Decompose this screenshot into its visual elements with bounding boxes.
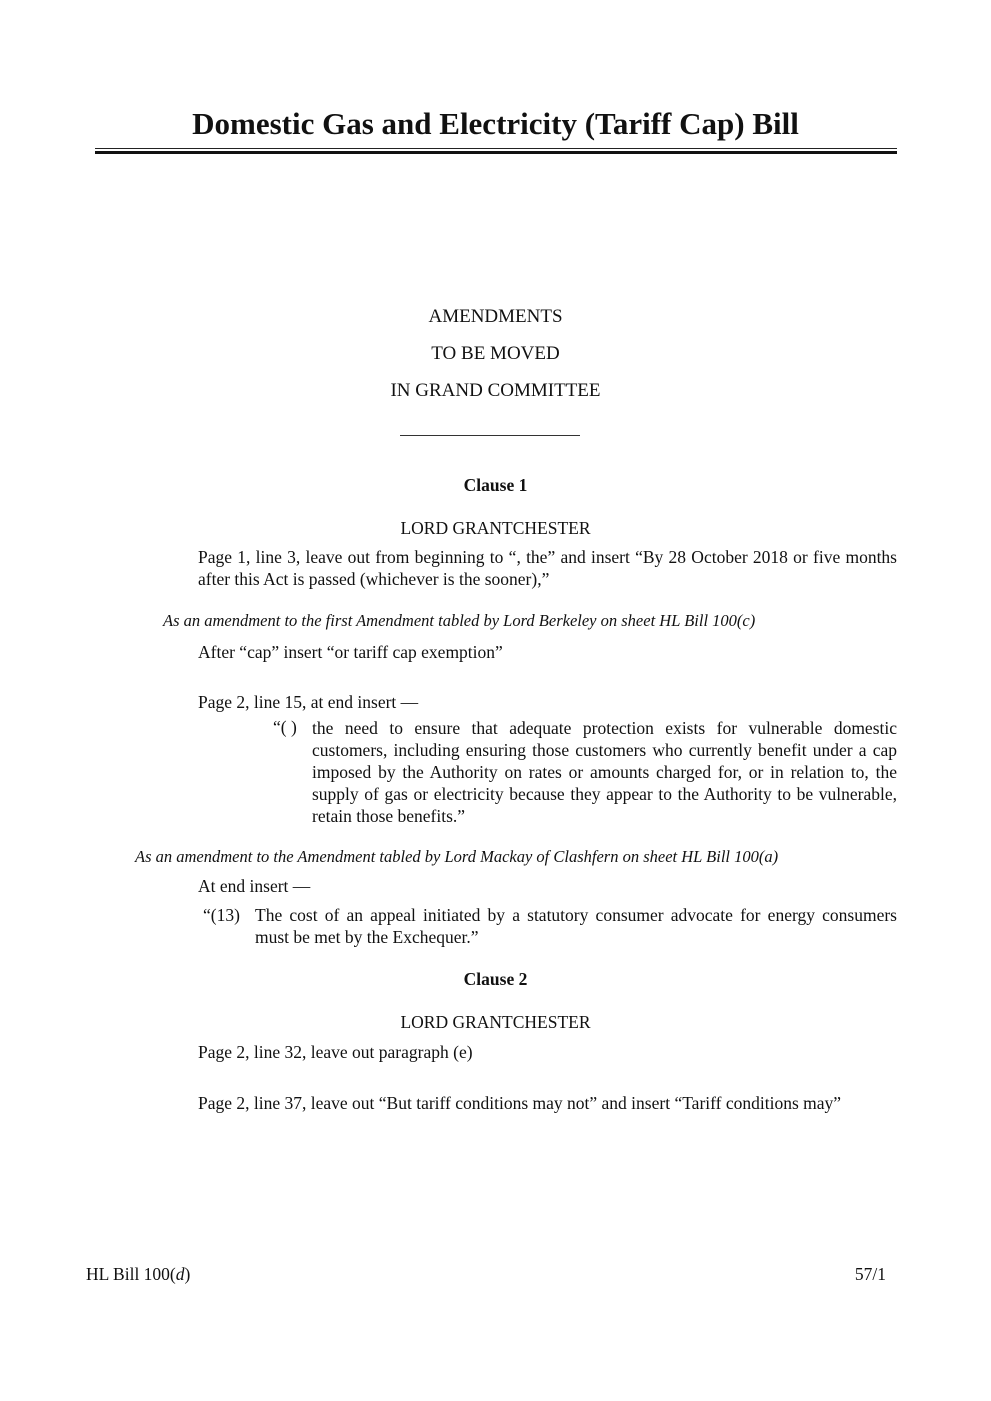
bill-suffix: ) — [184, 1264, 191, 1284]
footer-bill-number — [86, 1264, 190, 1286]
clause-1-amendment-4-intro: At end insert — — [198, 876, 311, 896]
footer-page-ref: 57/1 — [854, 1264, 886, 1284]
clause-1-amendment-1: Page 1, line 3, leave out from beginning to “, the” and insert “By 28 October 2018 or five months after this Act is passed (whichever is the sooner),” — [198, 547, 897, 589]
clause-2-heading: Clause 2 — [463, 969, 528, 989]
clause-1-amendment-4-text: The cost of an appeal initiated by a statutory consumer advocate for energy consumers must be met by the Exchequer.” — [255, 905, 897, 947]
clause-1-amendment-2: After “cap” insert “or tariff cap exemption” — [198, 642, 503, 662]
title-rule-thin — [95, 148, 897, 149]
heading-line-1: AMENDMENTS — [428, 306, 563, 327]
heading-line-3: IN GRAND COMMITTEE — [390, 380, 601, 401]
clause-2-member: LORD GRANTCHESTER — [400, 1012, 591, 1032]
clause-2-amendment-1: Page 2, line 32, leave out paragraph (e) — [198, 1042, 473, 1062]
clause-1-amendment-3-marker: “( ) — [273, 717, 297, 737]
clause-1-subnote-1: As an amendment to the first Amendment tabled by Lord Berkeley on sheet HL Bill 100(c) — [163, 611, 756, 630]
document-title: Domestic Gas and Electricity (Tariff Cap) Bill — [192, 106, 799, 141]
clause-1-member: LORD GRANTCHESTER — [400, 518, 591, 538]
clause-1-subnote-2: As an amendment to the Amendment tabled by Lord Mackay of Clashfern on sheet HL Bill 100(a) — [135, 847, 779, 866]
bill-prefix: HL Bill 100( — [86, 1264, 176, 1284]
title-rule-thick — [95, 151, 897, 154]
clause-1-amendment-4-marker: “(13) — [203, 905, 240, 925]
heading-divider — [400, 435, 580, 436]
clause-1-amendment-3-text: the need to ensure that adequate protection exists for vulnerable domestic customers, including ensuring those customers who currently benefit under a cap imposed by the Authority on rates or amounts charged for, or in relation to, the supply of gas or electricity because they appear to the Authority to be vulnerable, retain those benefits.” — [312, 718, 897, 826]
clause-2-amendment-2: Page 2, line 37, leave out “But tariff conditions may not” and insert “Tariff conditions may” — [198, 1093, 842, 1113]
clause-1-heading: Clause 1 — [463, 475, 528, 495]
bill-letter: d — [175, 1264, 185, 1284]
clause-1-amendment-3-intro: Page 2, line 15, at end insert — — [198, 692, 419, 712]
heading-line-2: TO BE MOVED — [431, 343, 560, 364]
